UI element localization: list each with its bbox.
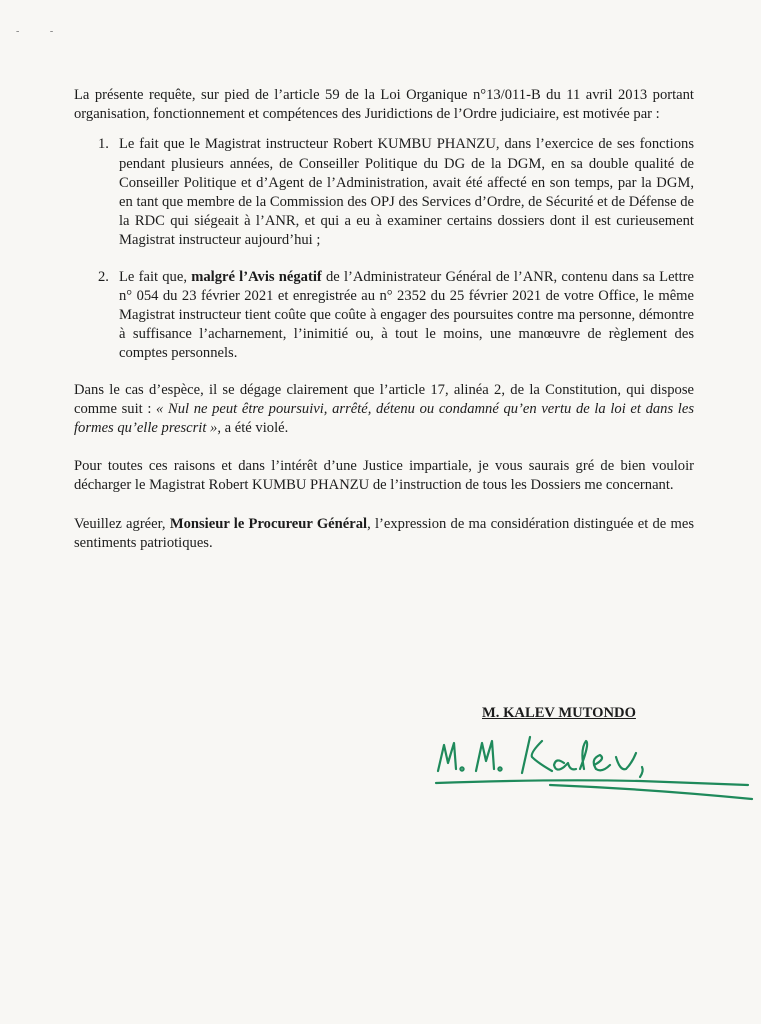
closing-addressee: Monsieur le Procureur Général xyxy=(169,515,368,532)
motives-list xyxy=(74,135,694,363)
signatory-name: M. KALEV MUTONDO xyxy=(482,705,636,721)
list-item-text: Le fait que, xyxy=(119,268,192,285)
scan-edge-marks: - - xyxy=(16,26,68,37)
list-item xyxy=(74,135,694,250)
closing-text: Veuillez agréer, xyxy=(74,515,170,532)
list-item-number: 2. xyxy=(98,268,109,285)
constitution-quote: « Nul ne peut être poursuivi, arrêté, détenu ou condamné qu’en vertu de la loi et dans les formes qu’elle prescrit » xyxy=(74,400,695,437)
signature-script-text: M. M. Kalev, xyxy=(430,801,436,802)
handwritten-signature xyxy=(430,723,755,803)
list-item-emphasis: malgré l’Avis négatif xyxy=(191,268,322,285)
signature-block xyxy=(430,705,760,805)
constitution-text: Dans le cas d’espèce, il se dégage clairement que l’article 17, alinéa 2, de la Constitution, qui dispose comme suit : xyxy=(74,381,694,417)
constitution-text-end: , a été violé. xyxy=(217,420,289,437)
list-item-text: Le fait que le Magistrat instructeur Robert KUMBU PHANZU, dans l’exercice de ses fonctions pendant plusieurs années, de Conseiller Politique du DG de la DGM, en sa double qualité de Conseiller Politique et d’Agent de l’Administration, avait été affecté en son temps, par la DGM, en tant que membre de la Commission des OPJ des Services d’Ordre, de Sécurité et de Défense de la RDC qui siégeait à l’ANR, et qui a eu à examiner certains dossiers dont il est curieusement Magistrat instructeur aujourd’hui ; xyxy=(119,136,694,249)
closing-paragraph xyxy=(74,515,694,553)
list-item-text-continued: de l’Administrateur Général de l’ANR, contenu dans sa Lettre n° 054 du 23 février 2021 et enregistrée au n° 2352 du 25 février 2021 de votre Office, le même Magistrat instructeur tient coûte que coûte à engager des poursuites contre ma personne, démontre à suffisance l’acharnement, l’inimitié ou, à tout le moins, une manœuvre de règlement des comptes personnels. xyxy=(119,268,695,362)
letter-body xyxy=(74,86,694,572)
constitution-paragraph xyxy=(74,381,694,439)
intro-paragraph: La présente requête, sur pied de l’article 59 de la Loi Organique n°13/011-B du 11 avril 2013 portant organisation, fonctionnement et compétences des Juridictions de l’Ordre judiciaire, est motivée par : xyxy=(74,87,694,123)
list-item-number: 1. xyxy=(98,136,109,153)
request-paragraph: Pour toutes ces raisons et dans l’intérêt d’une Justice impartiale, je vous saurais gré de bien vouloir décharger le Magistrat Robert KUMBU PHANZU de l’instruction de tous les Dossiers me concernant. xyxy=(74,458,694,494)
list-item xyxy=(74,268,694,364)
closing-text-end: , l’expression de ma considération distinguée et de mes sentiments patriotiques. xyxy=(74,515,695,551)
